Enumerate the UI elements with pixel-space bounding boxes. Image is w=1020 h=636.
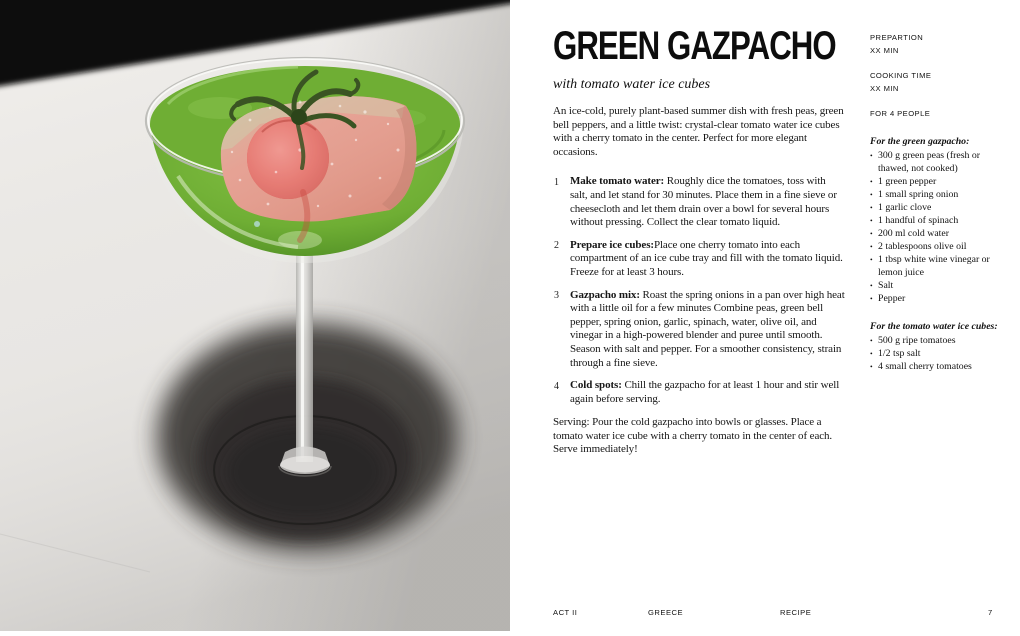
prep-time-label: PREPARTION bbox=[870, 33, 924, 42]
ingredient-item: • 1 handful of spinach bbox=[870, 214, 1002, 227]
recipe-step-3 bbox=[553, 289, 845, 371]
step-text: Roughly dice the tomatoes, toss with salt, and let stand for 30 minutes. Place them in a fine sieve or cheesecloth and let them drain over a bowl for several hours without pressing. Collect the clear tomato liquid. bbox=[570, 175, 837, 229]
serves-block bbox=[870, 107, 1002, 120]
step-lead: Gazpacho mix: bbox=[570, 288, 643, 301]
recipe-intro: An ice-cold, purely plant-based summer dish with fresh peas, green bell peppers, and a little twist: crystal-clear tomato water ice cubes with a cherry tomato in the center. Perfect for more elegant occasions. bbox=[553, 105, 844, 158]
prep-time-value: XX MIN bbox=[870, 46, 899, 55]
serving-note bbox=[553, 416, 845, 457]
dish-photo bbox=[0, 0, 510, 631]
step-text: Place one cherry tomato into each compartment of an ice cube tray and fill with the tomato liquid. Freeze for at least 3 hours. bbox=[570, 238, 843, 278]
serving-closing: Serve immediately! bbox=[553, 443, 638, 456]
ingredient-item: • 1 small spring onion bbox=[870, 188, 1002, 201]
ingredients-heading-gazpacho: For the green gazpacho: bbox=[870, 136, 970, 147]
recipe-step-4 bbox=[553, 379, 845, 406]
recipe-column bbox=[553, 26, 845, 468]
recipe-subtitle: with tomato water ice cubes bbox=[553, 77, 711, 92]
dish-photo-canvas bbox=[0, 0, 510, 631]
serves-label: FOR 4 PEOPLE bbox=[870, 109, 931, 118]
page-title: GREEN GAZPACHO bbox=[553, 24, 836, 68]
ingredient-item: • 1 garlic clove bbox=[870, 201, 1002, 214]
step-lead: Make tomato water: bbox=[570, 175, 667, 188]
ingredients-heading-ice-cubes: For the tomato water ice cubes: bbox=[870, 321, 998, 332]
ingredient-item: • Pepper bbox=[870, 292, 1002, 305]
step-number: 3 bbox=[554, 290, 559, 302]
step-text: Chill the gazpacho for at least 1 hour and stir well again before serving. bbox=[570, 379, 840, 405]
serving-text: Serving: Pour the cold gazpacho into bowls or glasses. Place a tomato water ice cube with a cherry tomato in the center of each. bbox=[553, 416, 833, 442]
step-number: 2 bbox=[554, 240, 559, 252]
prep-time-block bbox=[870, 31, 1002, 57]
step-text: Roast the spring onions in a pan over high heat with a little oil for a few minutes Combine peas, green bell pepper, spring onion, garlic, spinach, water, olive oil, and vinegar in a high-powered blender and puree until smooth. Season with salt and pepper. For a smoother consistency, strain through a fine sieve. bbox=[570, 288, 845, 369]
step-number: 4 bbox=[554, 380, 559, 392]
cook-time-value: XX MIN bbox=[870, 84, 899, 93]
cook-time-block bbox=[870, 69, 1002, 95]
ingredient-item: • 2 tablespoons olive oil bbox=[870, 240, 1002, 253]
ingredient-item: • 1 tbsp white wine vinegar or lemon juice bbox=[870, 253, 1002, 279]
ingredient-item: • 200 ml cold water bbox=[870, 227, 1002, 240]
ingredient-item: • 500 g ripe tomatoes bbox=[870, 334, 1002, 347]
recipe-step-2 bbox=[553, 239, 845, 280]
ingredients-list-gazpacho bbox=[870, 149, 1002, 305]
recipe-step-1 bbox=[553, 175, 845, 229]
ingredients-list-ice-cubes bbox=[870, 334, 1002, 373]
recipe-sidebar bbox=[870, 31, 1002, 373]
ingredient-item: • Salt bbox=[870, 279, 1002, 292]
ingredient-item: • 4 small cherry tomatoes bbox=[870, 360, 1002, 373]
page-number: 7 bbox=[988, 608, 993, 617]
footer-act: ACT II bbox=[553, 608, 578, 617]
step-lead: Prepare ice cubes: bbox=[570, 238, 654, 251]
ingredient-item: • 300 g green peas (fresh or thawed, not cooked) bbox=[870, 149, 1002, 175]
footer-place: GREECE bbox=[648, 608, 684, 617]
recipe-steps bbox=[553, 175, 845, 406]
step-number: 1 bbox=[554, 176, 559, 188]
cook-time-label: COOKING TIME bbox=[870, 71, 932, 80]
step-lead: Cold spots: bbox=[570, 379, 625, 392]
ingredient-item: • 1 green pepper bbox=[870, 175, 1002, 188]
ingredient-item: • 1/2 tsp salt bbox=[870, 347, 1002, 360]
footer-type: RECIPE bbox=[780, 608, 812, 617]
